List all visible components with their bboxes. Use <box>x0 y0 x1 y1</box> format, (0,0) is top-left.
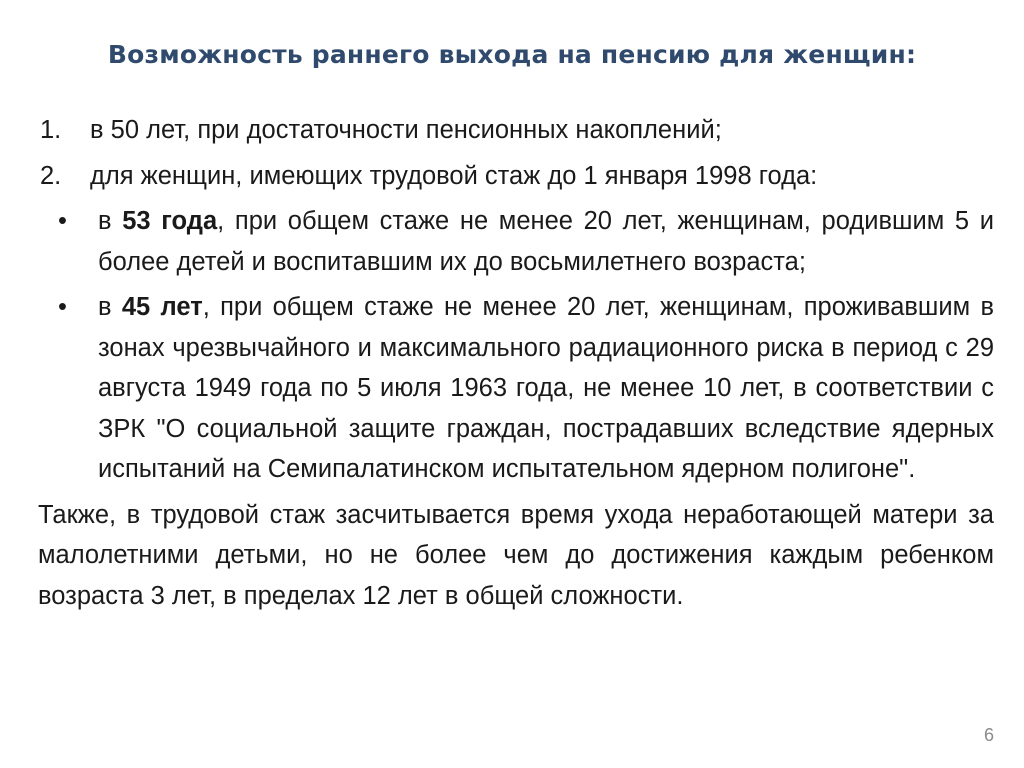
bullet-prefix: в <box>98 207 123 235</box>
item-text: для женщин, имеющих трудовой стаж до 1 января 1998 года: <box>90 161 818 190</box>
bullet-item-2 <box>38 287 994 490</box>
item-number: 1. <box>40 116 62 144</box>
footer-paragraph: Также, в трудовой стаж засчитывается время ухода неработающей матери за малолетними детьми, но не более чем до достижения каждым ребенком возраста 3 лет, в пределах 12 лет в общей сложности. <box>38 500 994 610</box>
bullet-icon: • <box>58 293 67 321</box>
bullet-text: , при общем стаже не менее 20 лет, женщинам, родившим 5 и более детей и воспитавшим их до восьмилетнего возраста; <box>98 207 994 276</box>
slide-title: Возможность раннего выхода на пенсию для женщин: <box>107 40 917 69</box>
bullet-prefix: в <box>98 293 122 321</box>
item-text: в 50 лет, при достаточности пенсионных накоплений; <box>90 116 722 144</box>
item-number: 2. <box>40 161 62 190</box>
bullet-item-1 <box>38 201 994 282</box>
slide-content <box>38 110 994 616</box>
numbered-item-1 <box>38 110 994 151</box>
numbered-item-2 <box>38 156 994 197</box>
bullet-icon: • <box>58 207 67 235</box>
bullet-text: , при общем стаже не менее 20 лет, женщинам, проживавшим в зонах чрезвычайного и максимального радиационного риска в период с 29 августа 1949 года по 5 июля 1963 года, не менее 10 лет, в соответствии с ЗРК "О социальной защите граждан, пострадавших вследствие ядерных испытаний на Семипалатинском испытательном ядерном полигоне". <box>98 293 994 483</box>
bullet-bold-age: 45 лет <box>121 293 203 321</box>
page-number: 6 <box>983 725 994 745</box>
bullet-bold-age: 53 года <box>122 207 218 235</box>
